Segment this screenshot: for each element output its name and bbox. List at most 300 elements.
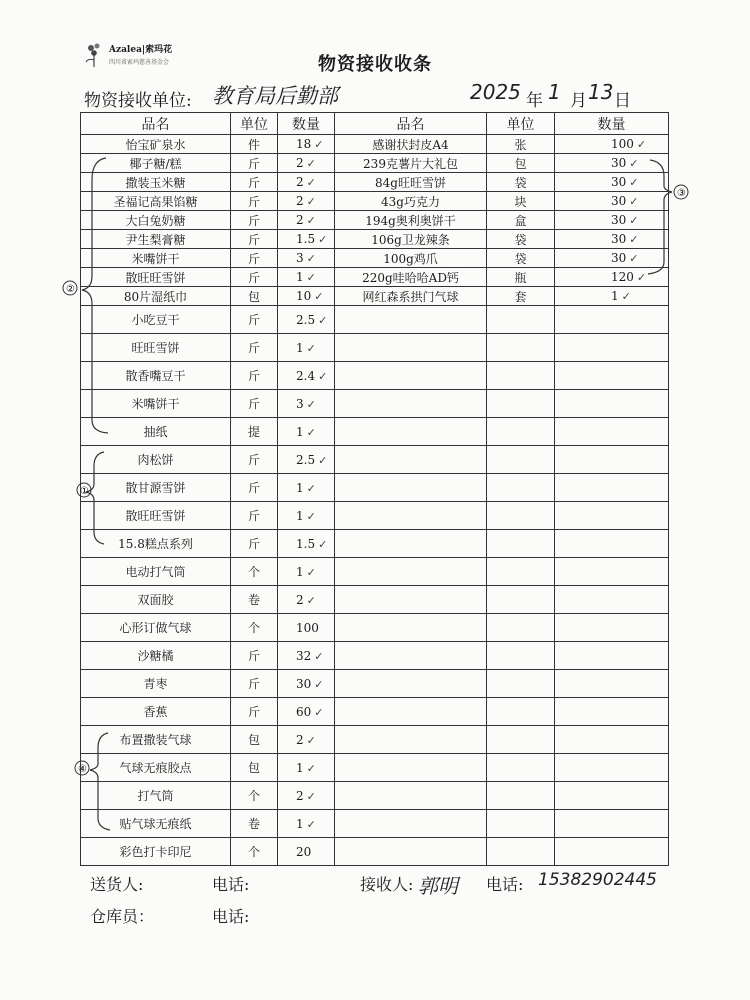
item-qty <box>278 154 335 173</box>
check-mark-icon: ✓ <box>629 157 639 170</box>
item-unit: 斤 <box>231 474 278 502</box>
item-name: 圣福记高果馅糖 <box>81 192 231 211</box>
receiver-signature: 郭明 <box>418 874 458 898</box>
item-qty <box>555 287 669 306</box>
table-row <box>81 670 669 698</box>
empty-cell <box>335 558 487 586</box>
item-name: 尹生梨膏糖 <box>81 230 231 249</box>
empty-cell <box>555 726 669 754</box>
item-qty-value: 30 <box>611 232 627 246</box>
document-title: 物资接收收条 <box>318 54 432 75</box>
check-mark-icon: ✓ <box>306 195 316 208</box>
check-mark-icon: ✓ <box>629 214 639 227</box>
empty-cell <box>335 502 487 530</box>
item-unit: 张 <box>487 135 555 154</box>
empty-cell <box>487 558 555 586</box>
item-unit: 盒 <box>487 211 555 230</box>
check-mark-icon: ✓ <box>318 313 328 327</box>
year-char: 年 <box>526 91 543 111</box>
item-unit: 斤 <box>231 154 278 173</box>
item-qty <box>278 390 335 418</box>
item-qty-value: 1 <box>296 424 304 439</box>
table-row <box>81 810 669 838</box>
table-header-row <box>81 113 669 135</box>
item-name: 彩色打卡印尼 <box>81 838 231 866</box>
check-mark-icon: ✓ <box>306 761 316 775</box>
empty-cell <box>555 838 669 866</box>
item-unit: 斤 <box>231 306 278 334</box>
check-mark-icon: ✓ <box>314 138 324 151</box>
empty-cell <box>555 586 669 614</box>
table-row <box>81 154 669 173</box>
check-mark-icon: ✓ <box>318 537 328 551</box>
empty-cell <box>487 334 555 362</box>
receiver-unit-handwritten: 教育局后勤部 <box>212 84 338 108</box>
item-unit: 斤 <box>231 502 278 530</box>
item-qty-value: 1.5 <box>296 536 316 551</box>
empty-cell <box>487 614 555 642</box>
empty-cell <box>335 838 487 866</box>
check-mark-icon: ✓ <box>306 271 316 284</box>
item-qty-value: 20 <box>296 844 312 859</box>
empty-cell <box>555 446 669 474</box>
table-row <box>81 474 669 502</box>
deliverer-phone-label: 电话: <box>212 875 250 894</box>
table-row <box>81 135 669 154</box>
item-unit: 斤 <box>231 390 278 418</box>
item-qty <box>278 754 335 782</box>
item-unit: 斤 <box>231 446 278 474</box>
item-qty-value: 2 <box>296 732 304 747</box>
item-qty-value: 100 <box>296 620 319 635</box>
empty-cell <box>335 418 487 446</box>
check-mark-icon: ✓ <box>306 733 316 747</box>
check-mark-icon: ✓ <box>306 214 316 227</box>
item-unit: 斤 <box>231 334 278 362</box>
empty-cell <box>487 754 555 782</box>
table-row <box>81 754 669 782</box>
item-qty-value: 100 <box>611 137 634 151</box>
item-qty <box>278 249 335 268</box>
empty-cell <box>335 530 487 558</box>
item-qty <box>555 154 669 173</box>
receipt-table <box>80 112 669 866</box>
item-name: 43g巧克力 <box>335 192 487 211</box>
empty-cell <box>487 502 555 530</box>
empty-cell <box>555 754 669 782</box>
item-qty-value: 2 <box>296 592 304 607</box>
check-mark-icon: ✓ <box>306 425 316 439</box>
empty-cell <box>555 390 669 418</box>
item-unit: 瓶 <box>487 268 555 287</box>
check-mark-icon: ✓ <box>318 233 328 246</box>
check-mark-icon: ✓ <box>318 369 328 383</box>
check-mark-icon: ✓ <box>314 290 324 303</box>
item-qty-value: 1 <box>296 340 304 355</box>
table-row <box>81 390 669 418</box>
logo-subtext: 四川省索玛慈善基金会 <box>109 59 170 66</box>
item-qty <box>278 446 335 474</box>
check-mark-icon: ✓ <box>318 453 328 467</box>
item-qty-value: 10 <box>296 289 312 303</box>
check-mark-icon: ✓ <box>306 509 316 523</box>
empty-cell <box>335 390 487 418</box>
item-qty-value: 1 <box>296 816 304 831</box>
item-name: 椰子糖/糕 <box>81 154 231 173</box>
item-qty-value: 18 <box>296 137 312 151</box>
item-unit: 斤 <box>231 173 278 192</box>
check-mark-icon: ✓ <box>314 649 324 663</box>
item-qty-value: 2 <box>296 175 304 189</box>
item-name: 抽纸 <box>81 418 231 446</box>
item-unit: 个 <box>231 838 278 866</box>
table-row <box>81 558 669 586</box>
item-qty-value: 120 <box>611 270 634 284</box>
item-qty <box>555 173 669 192</box>
item-unit: 斤 <box>231 362 278 390</box>
item-qty <box>278 726 335 754</box>
empty-cell <box>487 726 555 754</box>
empty-cell <box>335 810 487 838</box>
warehouse-phone-label: 电话: <box>212 907 250 926</box>
item-unit: 包 <box>231 754 278 782</box>
item-qty-value: 2 <box>296 213 304 227</box>
item-unit: 斤 <box>231 211 278 230</box>
item-qty-value: 30 <box>611 156 627 170</box>
item-qty-value: 1 <box>296 760 304 775</box>
check-mark-icon: ✓ <box>636 138 647 151</box>
empty-cell <box>555 530 669 558</box>
empty-cell <box>335 446 487 474</box>
empty-cell <box>487 810 555 838</box>
item-unit: 卷 <box>231 586 278 614</box>
item-unit: 卷 <box>231 810 278 838</box>
receiver-unit-label: 物资接收单位: <box>84 91 192 111</box>
empty-cell <box>487 670 555 698</box>
empty-cell <box>335 362 487 390</box>
item-unit: 斤 <box>231 268 278 287</box>
item-qty-value: 3 <box>296 251 304 265</box>
item-qty-value: 30 <box>611 194 627 208</box>
group-1-label: ① <box>80 486 89 497</box>
item-name: 散旺旺雪饼 <box>81 268 231 287</box>
empty-cell <box>487 474 555 502</box>
item-name: 肉松饼 <box>81 446 231 474</box>
empty-cell <box>335 698 487 726</box>
col-header-unit-right: 单位 <box>487 113 555 135</box>
empty-cell <box>487 586 555 614</box>
empty-cell <box>555 502 669 530</box>
empty-cell <box>335 642 487 670</box>
col-header-qty-right: 数量 <box>555 113 669 135</box>
item-name: 青枣 <box>81 670 231 698</box>
empty-cell <box>555 810 669 838</box>
empty-cell <box>487 390 555 418</box>
item-name: 撒装玉米糖 <box>81 173 231 192</box>
table-row <box>81 782 669 810</box>
item-qty-value: 30 <box>611 251 627 265</box>
item-name: 沙糖橘 <box>81 642 231 670</box>
item-qty <box>278 670 335 698</box>
item-name: 气球无痕胶点 <box>81 754 231 782</box>
item-qty-value: 30 <box>611 213 627 227</box>
col-header-unit-left: 单位 <box>231 113 278 135</box>
empty-cell <box>555 306 669 334</box>
item-name: 散旺旺雪饼 <box>81 502 231 530</box>
empty-cell <box>555 782 669 810</box>
check-mark-icon: ✓ <box>629 176 639 189</box>
empty-cell <box>555 334 669 362</box>
item-qty-value: 2 <box>296 194 304 208</box>
receiver-phone-handwritten: 15382902445 <box>538 870 657 890</box>
item-qty-value: 1 <box>296 480 304 495</box>
check-mark-icon: ✓ <box>306 157 316 170</box>
item-name: 15.8糕点系列 <box>81 530 231 558</box>
item-name: 米嘴饼干 <box>81 249 231 268</box>
item-name: 香蕉 <box>81 698 231 726</box>
item-qty <box>278 698 335 726</box>
item-name: 怡宝矿泉水 <box>81 135 231 154</box>
item-qty-value: 2.5 <box>296 312 316 327</box>
table-row <box>81 173 669 192</box>
table-row <box>81 287 669 306</box>
check-mark-icon: ✓ <box>636 271 647 284</box>
empty-cell <box>487 446 555 474</box>
empty-cell <box>487 530 555 558</box>
empty-cell <box>487 642 555 670</box>
empty-cell <box>487 418 555 446</box>
warehouse-label: 仓库员： <box>90 907 155 926</box>
empty-cell <box>555 670 669 698</box>
col-header-name-left: 品名 <box>81 113 231 135</box>
table-row <box>81 698 669 726</box>
item-qty <box>278 135 335 154</box>
receiver-phone-label: 电话: <box>486 875 524 894</box>
item-unit: 袋 <box>487 249 555 268</box>
empty-cell <box>335 782 487 810</box>
table-row <box>81 362 669 390</box>
item-unit: 个 <box>231 782 278 810</box>
table-row <box>81 230 669 249</box>
item-unit: 提 <box>231 418 278 446</box>
item-qty-value: 1 <box>296 564 304 579</box>
item-qty <box>278 211 335 230</box>
item-name: 80片湿纸巾 <box>81 287 231 306</box>
item-qty <box>555 211 669 230</box>
table-row <box>81 586 669 614</box>
check-mark-icon: ✓ <box>629 252 639 265</box>
check-mark-icon: ✓ <box>314 677 324 691</box>
item-qty-value: 32 <box>296 648 312 663</box>
item-unit: 包 <box>231 287 278 306</box>
item-qty <box>555 230 669 249</box>
item-qty <box>278 642 335 670</box>
check-mark-icon: ✓ <box>306 481 316 495</box>
empty-cell <box>335 586 487 614</box>
empty-cell <box>555 642 669 670</box>
date-year: 2025 <box>470 80 521 104</box>
item-name: 100g鸡爪 <box>335 249 487 268</box>
item-name: 大白兔奶糖 <box>81 211 231 230</box>
item-unit: 斤 <box>231 249 278 268</box>
item-qty <box>278 173 335 192</box>
item-unit: 斤 <box>231 192 278 211</box>
check-mark-icon: ✓ <box>629 233 639 246</box>
item-name: 感谢状封皮A4 <box>335 135 487 154</box>
item-unit: 个 <box>231 614 278 642</box>
empty-cell <box>487 306 555 334</box>
check-mark-icon: ✓ <box>314 705 324 719</box>
item-name: 小吃豆干 <box>81 306 231 334</box>
empty-cell <box>555 614 669 642</box>
item-qty <box>555 192 669 211</box>
check-mark-icon: ✓ <box>629 195 639 208</box>
check-mark-icon: ✓ <box>306 565 316 579</box>
col-header-qty-left: 数量 <box>278 113 335 135</box>
empty-cell <box>487 838 555 866</box>
item-name: 网红森系拱门气球 <box>335 287 487 306</box>
item-name: 电动打气筒 <box>81 558 231 586</box>
check-mark-icon: ✓ <box>306 341 316 355</box>
table-row <box>81 726 669 754</box>
empty-cell <box>335 754 487 782</box>
check-mark-icon: ✓ <box>306 789 316 803</box>
item-unit: 块 <box>487 192 555 211</box>
item-name: 双面胶 <box>81 586 231 614</box>
empty-cell <box>335 306 487 334</box>
item-name: 旺旺雪饼 <box>81 334 231 362</box>
item-qty <box>278 502 335 530</box>
table-row <box>81 211 669 230</box>
item-qty <box>278 530 335 558</box>
item-qty-value: 1.5 <box>296 232 316 246</box>
item-name: 散甘源雪饼 <box>81 474 231 502</box>
item-qty <box>278 287 335 306</box>
empty-cell <box>487 782 555 810</box>
item-unit: 斤 <box>231 230 278 249</box>
item-unit: 个 <box>231 558 278 586</box>
item-name: 打气筒 <box>81 782 231 810</box>
item-qty <box>555 249 669 268</box>
group-3-label: ③ <box>677 188 686 199</box>
item-unit: 套 <box>487 287 555 306</box>
table-row <box>81 838 669 866</box>
empty-cell <box>555 474 669 502</box>
empty-cell <box>555 698 669 726</box>
day-char: 日 <box>614 91 631 111</box>
item-qty-value: 2 <box>296 788 304 803</box>
item-qty <box>555 268 669 287</box>
item-qty <box>278 306 335 334</box>
item-qty <box>278 586 335 614</box>
item-name: 106g卫龙辣条 <box>335 230 487 249</box>
table-row <box>81 334 669 362</box>
item-unit: 斤 <box>231 698 278 726</box>
table-row <box>81 249 669 268</box>
item-qty <box>278 614 335 642</box>
item-qty-value: 60 <box>296 704 312 719</box>
item-name: 心形订做气球 <box>81 614 231 642</box>
item-qty-value: 1 <box>296 508 304 523</box>
item-unit: 斤 <box>231 530 278 558</box>
table-row <box>81 446 669 474</box>
item-unit: 袋 <box>487 230 555 249</box>
item-qty-value: 1 <box>611 289 619 303</box>
empty-cell <box>555 362 669 390</box>
item-unit: 包 <box>487 154 555 173</box>
item-unit: 斤 <box>231 642 278 670</box>
item-qty <box>278 334 335 362</box>
item-qty <box>278 418 335 446</box>
item-name: 239克薯片大礼包 <box>335 154 487 173</box>
item-name: 84g旺旺雪饼 <box>335 173 487 192</box>
item-qty-value: 3 <box>296 396 304 411</box>
item-name: 194g奥利奥饼干 <box>335 211 487 230</box>
check-mark-icon: ✓ <box>306 252 316 265</box>
empty-cell <box>335 474 487 502</box>
item-qty <box>278 230 335 249</box>
empty-cell <box>335 726 487 754</box>
empty-cell <box>487 362 555 390</box>
item-unit: 袋 <box>487 173 555 192</box>
table-row <box>81 268 669 287</box>
item-unit: 包 <box>231 726 278 754</box>
item-qty <box>555 135 669 154</box>
item-qty-value: 2.5 <box>296 452 316 467</box>
month-char: 月 <box>570 91 587 111</box>
date-day: 13 <box>588 80 614 104</box>
check-mark-icon: ✓ <box>306 397 316 411</box>
item-name: 米嘴饼干 <box>81 390 231 418</box>
item-qty <box>278 192 335 211</box>
item-name: 220g哇哈哈AD钙 <box>335 268 487 287</box>
item-name: 散香嘴豆干 <box>81 362 231 390</box>
item-qty <box>278 810 335 838</box>
group-4-label: ④ <box>78 764 87 775</box>
item-unit: 件 <box>231 135 278 154</box>
item-qty-value: 2 <box>296 156 304 170</box>
check-mark-icon: ✓ <box>306 817 316 831</box>
item-name: 布置撒装气球 <box>81 726 231 754</box>
item-qty-value: 2.4 <box>296 368 316 383</box>
item-qty <box>278 268 335 287</box>
check-mark-icon: ✓ <box>621 290 631 303</box>
table-row <box>81 530 669 558</box>
item-unit: 斤 <box>231 670 278 698</box>
deliverer-label: 送货人: <box>90 875 144 894</box>
empty-cell <box>555 558 669 586</box>
item-qty-value: 1 <box>296 270 304 284</box>
col-header-name-right: 品名 <box>335 113 487 135</box>
item-qty <box>278 782 335 810</box>
empty-cell <box>555 418 669 446</box>
table-row <box>81 306 669 334</box>
item-qty-value: 30 <box>296 676 312 691</box>
empty-cell <box>335 334 487 362</box>
check-mark-icon: ✓ <box>306 176 316 189</box>
logo-text: Azalea|索玛花 <box>109 45 173 55</box>
empty-cell <box>487 698 555 726</box>
check-mark-icon: ✓ <box>306 593 316 607</box>
empty-cell <box>335 614 487 642</box>
table-row <box>81 418 669 446</box>
date-month: 1 <box>548 80 561 104</box>
item-name: 贴气球无痕纸 <box>81 810 231 838</box>
receiver-label: 接收人: <box>360 875 414 894</box>
table-row <box>81 642 669 670</box>
item-qty-value: 30 <box>611 175 627 189</box>
item-qty <box>278 474 335 502</box>
